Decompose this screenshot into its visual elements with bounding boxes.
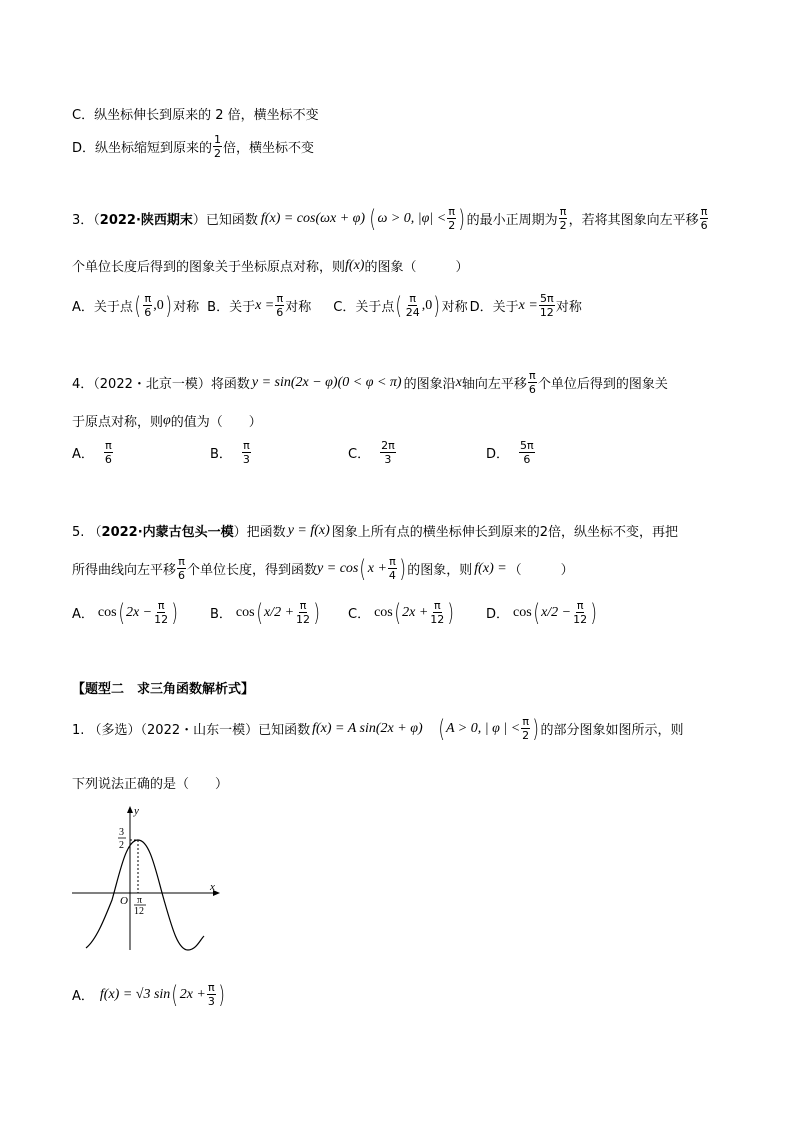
question-5-line-2: 所得曲线向左平移 $\frac{\pi}{6}$ 个单位长度，得到函数 y = cos ( x + $\frac{\pi}{4}$ ) 的图象，则 f(x) = （ ） xyxy=(72,554,574,583)
function-graph xyxy=(68,800,228,960)
option-b[interactable]: B． $\frac{\pi}{3}$ xyxy=(210,439,250,466)
type2-question-1-line-1: 1. （多选）（2022・山东一模）已知函数 f(x) = A sin(2x + φ) ( A > 0, | φ | < $\frac{\pi}{2}$ ) 的部分图象如图所示，则 xyxy=(72,714,684,743)
question-5-options xyxy=(72,600,612,636)
option-d-pre: D．纵坐标缩短到原来的 xyxy=(72,141,213,156)
sine-curve xyxy=(86,840,204,950)
option-d[interactable]: D．关于 x = $\frac{5\pi}{12}$ 对称 xyxy=(469,292,582,319)
x-axis-label: x xyxy=(210,881,215,893)
function-expression: y = sin(2x − φ)(0 < φ < π) xyxy=(251,374,402,390)
section-heading: 【题型二 求三角函数解析式】 xyxy=(72,682,255,697)
option-d[interactable]: D． cos ( x/2 − $\frac{\pi}{12}$ ) xyxy=(486,598,598,627)
question-source: 2022·陕西期末 xyxy=(99,213,193,228)
function-expression: f(x) = A sin(2x + φ) xyxy=(312,720,423,736)
question-3-line-1: 3．（ 2022·陕西期末 ）已知函数 f(x) = cos(ωx + φ) ( ω > 0, |φ| < $\frac{\pi}{2}$ ) 的最小正周期为 $\frac{\pi}{2}$ ，若将其图象向左平移 $\frac{\pi}{6}$ xyxy=(72,204,708,233)
function-expression: f(x) = cos(ωx + φ) xyxy=(260,210,366,226)
tick-label-num: π xyxy=(137,895,143,906)
tick-label-den: 12 xyxy=(134,906,144,917)
question-3-line-2: 个单位长度后得到的图象关于坐标原点对称，则 f(x) 的图象（ ） xyxy=(72,257,469,275)
peak-label-den: 2 xyxy=(119,840,124,851)
graph-svg xyxy=(68,800,228,960)
y-axis-label: y xyxy=(134,805,139,817)
y-axis-arrow xyxy=(127,806,133,813)
question-3-options xyxy=(72,293,582,318)
option-d-line xyxy=(72,134,314,159)
option-c-text: C．纵坐标伸长到原来的 2 倍，横坐标不变 xyxy=(72,108,319,123)
option-a[interactable]: A．关于点 ( $\frac{\pi}{6}$ ,0 ) 对称 xyxy=(72,291,200,320)
question-source: 2022·内蒙古包头一模 xyxy=(101,525,234,540)
fraction: $\frac{1}{2}$ xyxy=(214,133,222,160)
option-a[interactable]: A． cos ( 2x − $\frac{\pi}{12}$ ) xyxy=(72,598,179,627)
type2-question-1-option-a[interactable]: A． f(x) = √3 sin ( 2x + $\frac{\pi}{3}$ ) xyxy=(72,980,225,1009)
question-4-line-2: 于原点对称，则 φ 的值为（ ） xyxy=(72,412,262,430)
option-b[interactable]: B．关于 x = $\frac{\pi}{6}$ 对称 xyxy=(207,292,312,319)
peak-label-num: 3 xyxy=(119,827,124,838)
function-expression: y = f(x) xyxy=(287,522,330,538)
option-d-post: 倍，横坐标不变 xyxy=(223,141,315,156)
type2-question-1-line-2: 下列说法正确的是（ ） xyxy=(72,777,229,792)
option-c[interactable]: C．关于点 ( $\frac{\pi}{24}$ ,0 ) 对称 xyxy=(333,291,468,320)
option-a[interactable]: A． $\frac{\pi}{6}$ xyxy=(72,439,112,466)
question-4-options xyxy=(72,440,572,476)
option-d[interactable]: D． $\frac{5\pi}{6}$ xyxy=(486,439,534,466)
option-c[interactable]: C． $\frac{2\pi}{3}$ xyxy=(348,439,395,466)
option-c[interactable]: C． cos ( 2x + $\frac{\pi}{12}$ ) xyxy=(348,598,455,627)
question-5-line-1: 5. （ 2022·内蒙古包头一模 ）把函数 y = f(x) 图象上所有点的横坐标伸长到原来的2倍，纵坐标不变，再把 xyxy=(72,522,679,540)
origin-label: O xyxy=(120,895,128,907)
option-b[interactable]: B． cos ( x/2 + $\frac{\pi}{12}$ ) xyxy=(210,598,320,627)
question-4-line-1: 4．（2022・北京一模）将函数 y = sin(2x − φ)(0 < φ < π) 的图象沿 x 轴向左平移 $\frac{\pi}{6}$ 个单位后得到的图象关 xyxy=(72,369,668,396)
